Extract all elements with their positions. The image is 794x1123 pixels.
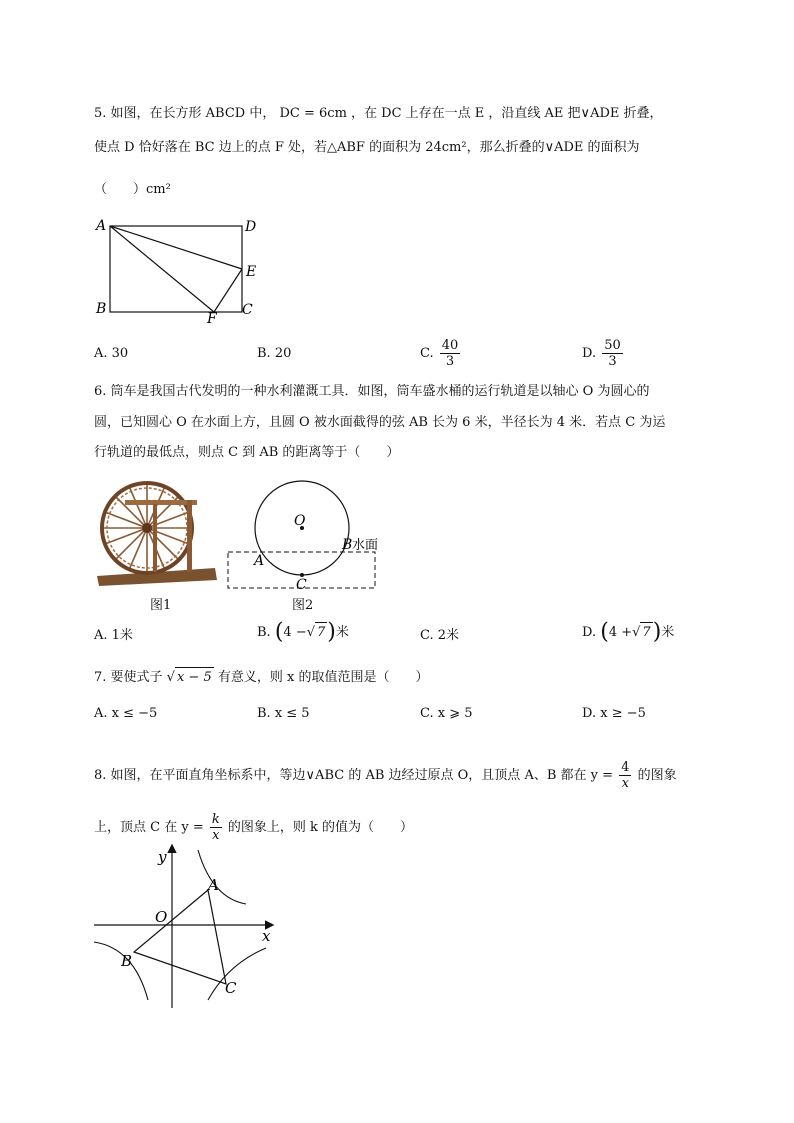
q7-text-after: 有意义，则 x 的取值范围是（ ） — [217, 670, 429, 685]
label-o: O — [294, 513, 306, 529]
label-o: O — [155, 908, 168, 926]
q6-option-d-open-paren: ( — [600, 619, 609, 645]
label-y: y — [158, 848, 167, 866]
q5-option-d-fraction — [602, 338, 623, 369]
label-d: D — [245, 219, 257, 235]
segment-af — [110, 226, 214, 312]
q7-option-b[interactable]: B. x ≤ 5 — [257, 706, 310, 721]
q7-options — [94, 704, 714, 734]
label-a: A — [96, 218, 107, 234]
q6-line-3: 行轨道的最低点，则点 C 到 AB 的距离等于（ ） — [94, 445, 400, 460]
q8-fraction-2-numerator: k — [211, 812, 220, 827]
q5-option-a[interactable]: A. 30 — [94, 346, 129, 361]
q8-fraction-2-denominator: x — [212, 828, 220, 843]
q8-line-1-after: 的图象 — [637, 768, 677, 783]
q5-option-d[interactable] — [582, 338, 625, 369]
q5-option-d-prefix: D. — [582, 346, 597, 361]
label-b: B — [342, 537, 353, 553]
label-a: A — [254, 553, 265, 569]
q5-option-d-numerator: 50 — [604, 338, 621, 353]
q7-option-c[interactable]: C. x ⩾ 5 — [420, 706, 473, 721]
figure-2-caption: 图2 — [292, 598, 314, 613]
q5-option-c-prefix: C. — [420, 346, 434, 361]
q5-rectangle-figure — [90, 214, 270, 326]
coordinate-plane-figure — [90, 840, 280, 1012]
q8-fraction-k-over-x — [210, 812, 222, 843]
q6-option-b[interactable]: B. (4 −√ 7)米 — [257, 619, 349, 645]
right-post — [187, 500, 192, 572]
middle-post — [153, 504, 157, 572]
q6-option-b-left: 4 − — [283, 625, 307, 640]
q6-option-b-radicand: 7 — [315, 622, 327, 643]
q5-option-c[interactable] — [420, 338, 462, 369]
q8-fraction-1-denominator: x — [621, 776, 629, 791]
q5-option-b[interactable]: B. 20 — [257, 346, 292, 361]
hyperbola-branch-quadrant-3 — [94, 942, 148, 1000]
q6-option-c[interactable]: C. 2米 — [420, 628, 460, 643]
q5-option-d-denominator: 3 — [608, 354, 617, 369]
segment-ae — [110, 226, 242, 269]
label-c: C — [225, 979, 237, 997]
figure-1-caption: 图1 — [150, 598, 172, 613]
q5-line-2: 使点 D 恰好落在 BC 边上的点 F 处，若△ABF 的面积为 24cm²，那么折叠的∨ADE 的面积为 — [94, 140, 640, 155]
q6-option-b-open-paren: ( — [274, 619, 284, 645]
q8-fraction-4-over-x — [619, 760, 631, 791]
q6-option-d-left: 4 + — [608, 625, 633, 640]
q8-line-1-before: 8. 如图，在平面直角坐标系中，等边∨ABC 的 AB 边经过原点 O，且顶点 A、B 都在 y = — [94, 768, 614, 783]
q5-option-c-numerator: 40 — [441, 338, 459, 353]
waterwheel-photo — [95, 476, 217, 588]
q7-radicand: x − 5 — [175, 667, 214, 688]
q6-option-d[interactable]: D. (4 +√ 7)米 — [582, 619, 675, 645]
q8-line-2-after: 的图象上，则 k 的值为（ ） — [227, 820, 414, 835]
q6-option-d-unit: 米 — [661, 625, 675, 640]
q5-line-3: （ ）cm² — [94, 182, 171, 197]
q6-option-b-close-paren: ) — [327, 619, 336, 645]
q6-option-b-prefix: B. — [257, 625, 271, 640]
q8-line-1 — [94, 760, 677, 791]
q7-text-before: 7. 要使式子 — [94, 670, 163, 685]
label-e: E — [246, 264, 257, 280]
q5-line-1: 5. 如图，在长方形 ABCD 中， DC = 6cm ，在 DC 上存在一点 E ，沿直线 AE 把∨ADE 折叠， — [94, 106, 663, 121]
hyperbola-branch-quadrant-1 — [198, 850, 246, 904]
q6-line-1: 6. 筒车是我国古代发明的一种水利灌溉工具．如图，筒车盛水桶的运行轨道是以轴心 O 为圆心的 — [94, 384, 650, 399]
label-f: F — [207, 311, 217, 326]
circle-water-figure — [222, 478, 392, 594]
triangle-abc — [134, 890, 226, 984]
label-b: B — [121, 952, 133, 970]
q6-option-a[interactable]: A. 1米 — [94, 628, 133, 643]
segment-fe — [214, 269, 242, 312]
q6-option-d-close-paren: ) — [652, 619, 662, 645]
q6-line-2: 圆，已知圆心 O 在水面上方，且圆 O 被水面截得的弦 AB 长为 6 米，半径长为 4 米．若点 C 为运 — [94, 415, 666, 430]
q7-option-a[interactable]: A. x ≤ −5 — [94, 706, 158, 721]
label-a: A — [208, 876, 219, 894]
label-x: x — [262, 927, 271, 945]
water-surface-label: 水面 — [352, 538, 379, 553]
label-c: C — [242, 302, 253, 318]
q5-options — [94, 338, 714, 368]
q7-line: 7. 要使式子 √ x − 5 有意义，则 x 的取值范围是（ ） — [94, 667, 428, 688]
wheel-hub — [142, 523, 152, 533]
q8-line-2-before: 上，顶点 C 在 y = — [94, 820, 204, 835]
label-b: B — [96, 301, 107, 317]
q8-fraction-1-numerator: 4 — [621, 760, 630, 775]
q6-option-d-radicand: 7 — [640, 622, 652, 643]
label-c: C — [296, 577, 307, 593]
q5-option-c-denominator: 3 — [445, 354, 455, 369]
q6-option-b-unit: 米 — [335, 625, 349, 640]
q8-line-2 — [94, 812, 413, 843]
hyperbola-branch-quadrant-4 — [208, 948, 266, 1000]
top-beam — [125, 500, 197, 505]
q5-option-c-fraction — [440, 338, 461, 369]
q7-option-d[interactable]: D. x ≥ −5 — [582, 706, 646, 721]
q6-option-d-prefix: D. — [582, 625, 597, 640]
q6-options — [94, 619, 714, 652]
